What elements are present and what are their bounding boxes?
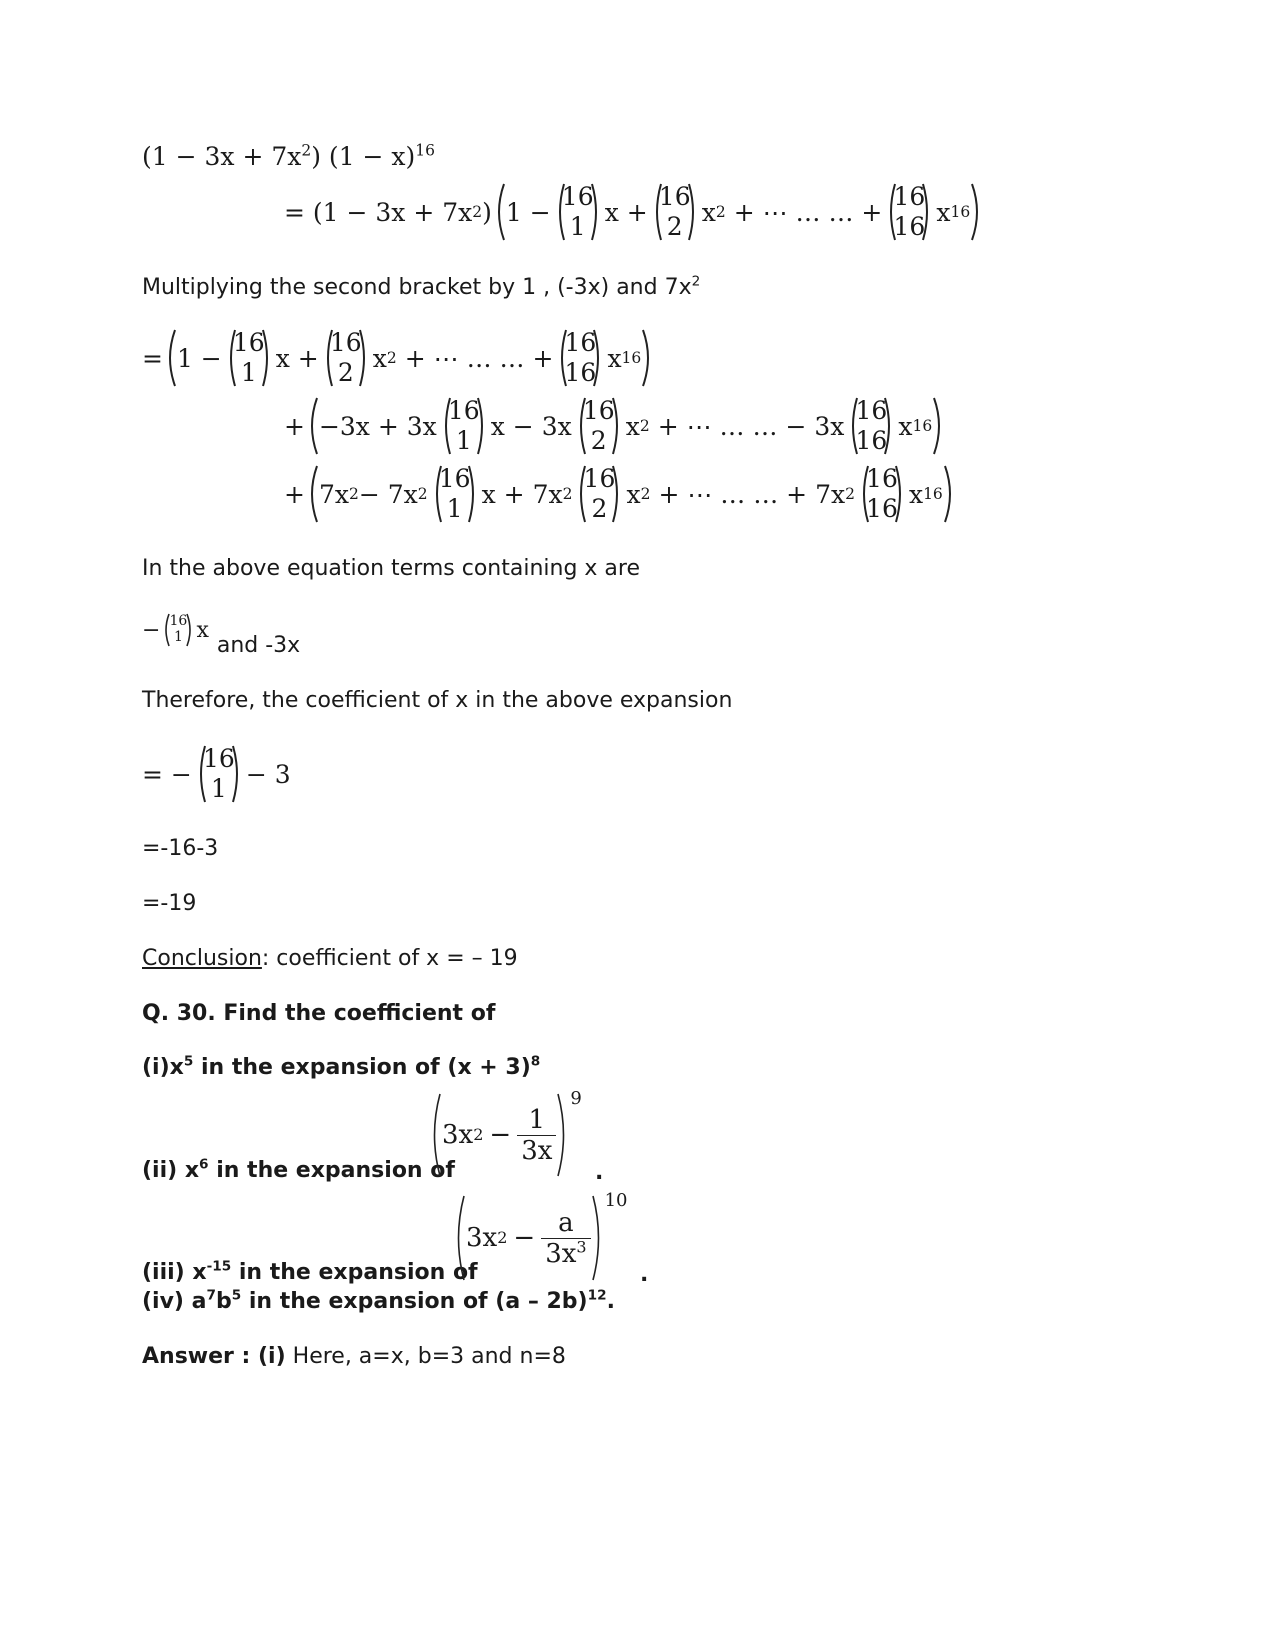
binom-16-1 [432,464,478,524]
binom-k: 16 [866,494,898,523]
question-title: Q. 30. Find the coefficient of [142,1001,496,1026]
binom-n: 16 [583,464,616,493]
big-close-paren [641,328,655,388]
equation-line-1 [142,142,435,171]
expr-iii-power: 10 [604,1190,628,1211]
binom-k: 1 [569,212,586,241]
paren-open [452,1194,466,1282]
binom-k: 1 [210,774,227,803]
eq1-x16: x [936,197,951,227]
paren-open [428,1092,442,1178]
answer-label: Answer : [142,1344,258,1369]
part-ii-dot: . [595,1160,604,1185]
eq2-row3-dots: + ⋯ … … + 7x [658,479,846,509]
coef-prefix: = − [142,759,192,789]
eq2-x16: x [607,343,622,373]
line-minus-16-minus-3: =-16-3 [142,836,219,861]
big-close-paren [943,464,957,524]
binom-16-1 [555,182,601,242]
equation2-row-1: = 1 − 16 1 x + 16 2 x 2 + ⋯ … … + 16 16 x 16 [142,326,655,390]
part-iii-b: in the expansion of [231,1260,478,1285]
eq2-row2-term-b: x − 3x [490,411,572,441]
terms-x: x [196,617,209,643]
binom-16-2 [323,328,369,388]
equation2-row-3: + 7x 2 − 7x 2 16 1 x + 7x 2 16 2 x 2 + ⋯ … … + 7x 2 16 16 x 16 [284,462,957,526]
conclusion-text: : coefficient of x = – 19 [261,946,518,971]
paren-close [556,1092,570,1178]
big-open-paren [163,328,177,388]
eq1-one-minus: 1 − [505,197,551,227]
expr-ii-den: 3x [517,1135,556,1166]
expr-ii-fraction [517,1105,556,1166]
part-iii-a: (iii) x [142,1260,207,1285]
binom-16-16 [848,396,894,456]
part-iv-sup2: 5 [231,1287,242,1304]
terms-minus: − [142,617,161,643]
binom-n: 16 [658,182,691,211]
eq2-row2-x: x [625,411,640,441]
big-close-paren [932,396,946,456]
binom-n: 16 [866,464,898,493]
terms-expression [142,610,300,658]
binom-16-2 [576,396,622,456]
big-open-paren [305,396,319,456]
big-close-paren [970,182,984,242]
eq1-term-a: (1 − 3x + 7x [142,142,302,171]
part-ii-a: (ii) x [142,1158,200,1183]
coefficient-expression [142,742,291,806]
binom-k: 1 [173,629,183,645]
binom-k: 16 [564,358,597,387]
conclusion-label: Conclusion [142,946,262,971]
binom-16-1 [441,396,487,456]
conclusion [142,946,518,971]
part-ii-b: in the expansion of [208,1158,455,1183]
part-iv-sup1: 7 [206,1287,216,1304]
binom-n: 16 [438,464,471,493]
expr-ii-base: 3x [442,1120,474,1150]
eq2-x-plus: x + [275,343,319,373]
question-part-iv [142,1289,615,1314]
eq2-x2: x [372,343,387,373]
part-i-a: (i)x [142,1055,184,1080]
eq2-row3-term-a2: − 7x [358,479,418,509]
expr-iii-den: 3x [545,1238,577,1269]
binom-16-2 [652,182,698,242]
binom-k: 16 [893,212,926,241]
multiplying-text: Multiplying the second bracket by 1 , (-3x) and 7x [142,275,692,300]
eq1-x-plus: x + [604,197,648,227]
question-part-iii [142,1260,478,1285]
binom-n: 16 [561,182,594,211]
answer-text: Here, a=x, b=3 and n=8 [285,1344,566,1369]
equation2-row-2: + −3x + 3x 16 1 x − 3x 16 2 x 2 + ⋯ … … − 3x 16 16 x 16 [284,394,946,458]
binom-k: 1 [455,426,472,455]
binom-n: 16 [893,182,926,211]
binom-n: 16 [564,328,597,357]
paragraph-terms: In the above equation terms containing x are [142,556,641,581]
answer-line [142,1344,566,1369]
binom-n: 16 [232,328,265,357]
expression-iii: 3x 2 − $\frac{a}{3x^3}$ 10 [452,1192,628,1284]
expr-iii-den-sup: 3 [576,1236,587,1256]
eq1-dots: + ⋯ … … + [733,197,883,227]
expr-iii-den-wrap [541,1238,590,1269]
eq2-row3-term-b: x + 7x [481,479,563,509]
eq2-row2-term-a: −3x + 3x [318,411,437,441]
part-i-sup2: 8 [530,1053,541,1070]
binom-k: 2 [590,426,607,455]
multiplying-sup: 2 [691,273,701,290]
binom-16-1 [226,328,272,388]
binom-k: 2 [666,212,683,241]
binom-k: 2 [591,494,608,523]
paragraph-multiplying [142,275,700,300]
coef-suffix: − 3 [245,759,291,789]
binom-n: 16 [329,328,362,357]
binom-n: 16 [855,396,888,425]
eq1-l2-close: ) [482,197,492,227]
part-iii-sup: -15 [206,1258,232,1275]
binom-n: 16 [169,613,188,629]
terms-math [142,610,209,650]
binom-16-1 [196,744,242,804]
binom-n: 16 [582,396,615,425]
part-iv-d: . [606,1289,615,1314]
eq2-row2-plus: + [284,411,305,441]
question-part-i [142,1055,540,1080]
expr-iii-fraction [541,1208,590,1269]
expr-iii-minus: − [513,1223,536,1253]
line-minus-19: =-19 [142,891,197,916]
binom-16-16 [557,328,603,388]
eq2-row3-x: x [626,479,641,509]
binom-k: 2 [337,358,354,387]
binom-k: 16 [855,426,888,455]
eq2-dots: + ⋯ … … + [404,343,554,373]
binom-16-2 [576,464,622,524]
part-iv-b: b [215,1289,232,1314]
eq2-one-minus: 1 − [176,343,222,373]
expr-iii-num: a [558,1207,574,1238]
expr-iii-base: 3x [466,1223,498,1253]
expression-ii: 3x 2 − $\frac{1}{3x}$ 9 [428,1090,582,1180]
eq1-x2: x [701,197,716,227]
eq2-row2-x16: x [898,411,913,441]
binom-16-1-small [162,613,194,647]
paren-close [591,1194,605,1282]
part-iv-sup3: 12 [587,1287,607,1304]
binom-k: 1 [240,358,257,387]
eq2-row3-x16: x [908,479,924,509]
eq1-l2-term: = (1 − 3x + 7x [284,197,473,227]
terms-and: and -3x [216,633,301,658]
binom-16-16 [859,464,905,524]
part-i-b: in the expansion of (x + 3) [193,1055,531,1080]
expr-ii-power: 9 [570,1088,582,1109]
binom-16-16 [886,182,932,242]
part-iv-a: (iv) a [142,1289,207,1314]
eq2-row2-dots: + ⋯ … … − 3x [657,411,845,441]
part-i-sup1: 5 [183,1053,194,1070]
eq1-exp: 2 [301,141,312,160]
binom-n: 16 [447,396,480,425]
answer-part: (i) [258,1344,286,1369]
eq2-row3-term-a: 7x [318,479,349,509]
equation-line-2: = (1 − 3x + 7x 2 ) 1 − 16 1 x + 16 2 x 2 + ⋯ … … + 16 16 x 16 [284,180,984,244]
eq1-term-b: ) (1 − x) [311,142,416,171]
expr-ii-num: 1 [528,1104,546,1135]
binom-k: 1 [446,494,463,523]
part-ii-sup: 6 [199,1156,209,1173]
big-open-paren [492,182,506,242]
question-part-ii [142,1158,455,1183]
binom-n: 16 [202,744,235,773]
eq2-row3-plus: + [284,479,305,509]
big-open-paren [305,464,319,524]
eq1-exp16: 16 [415,141,436,160]
paragraph-therefore: Therefore, the coefficient of x in the above expansion [142,688,733,713]
expr-ii-minus: − [489,1120,512,1150]
part-iii-dot: . [640,1262,649,1287]
part-iv-c: in the expansion of (a – 2b) [241,1289,588,1314]
eq2-equals: = [142,343,163,373]
